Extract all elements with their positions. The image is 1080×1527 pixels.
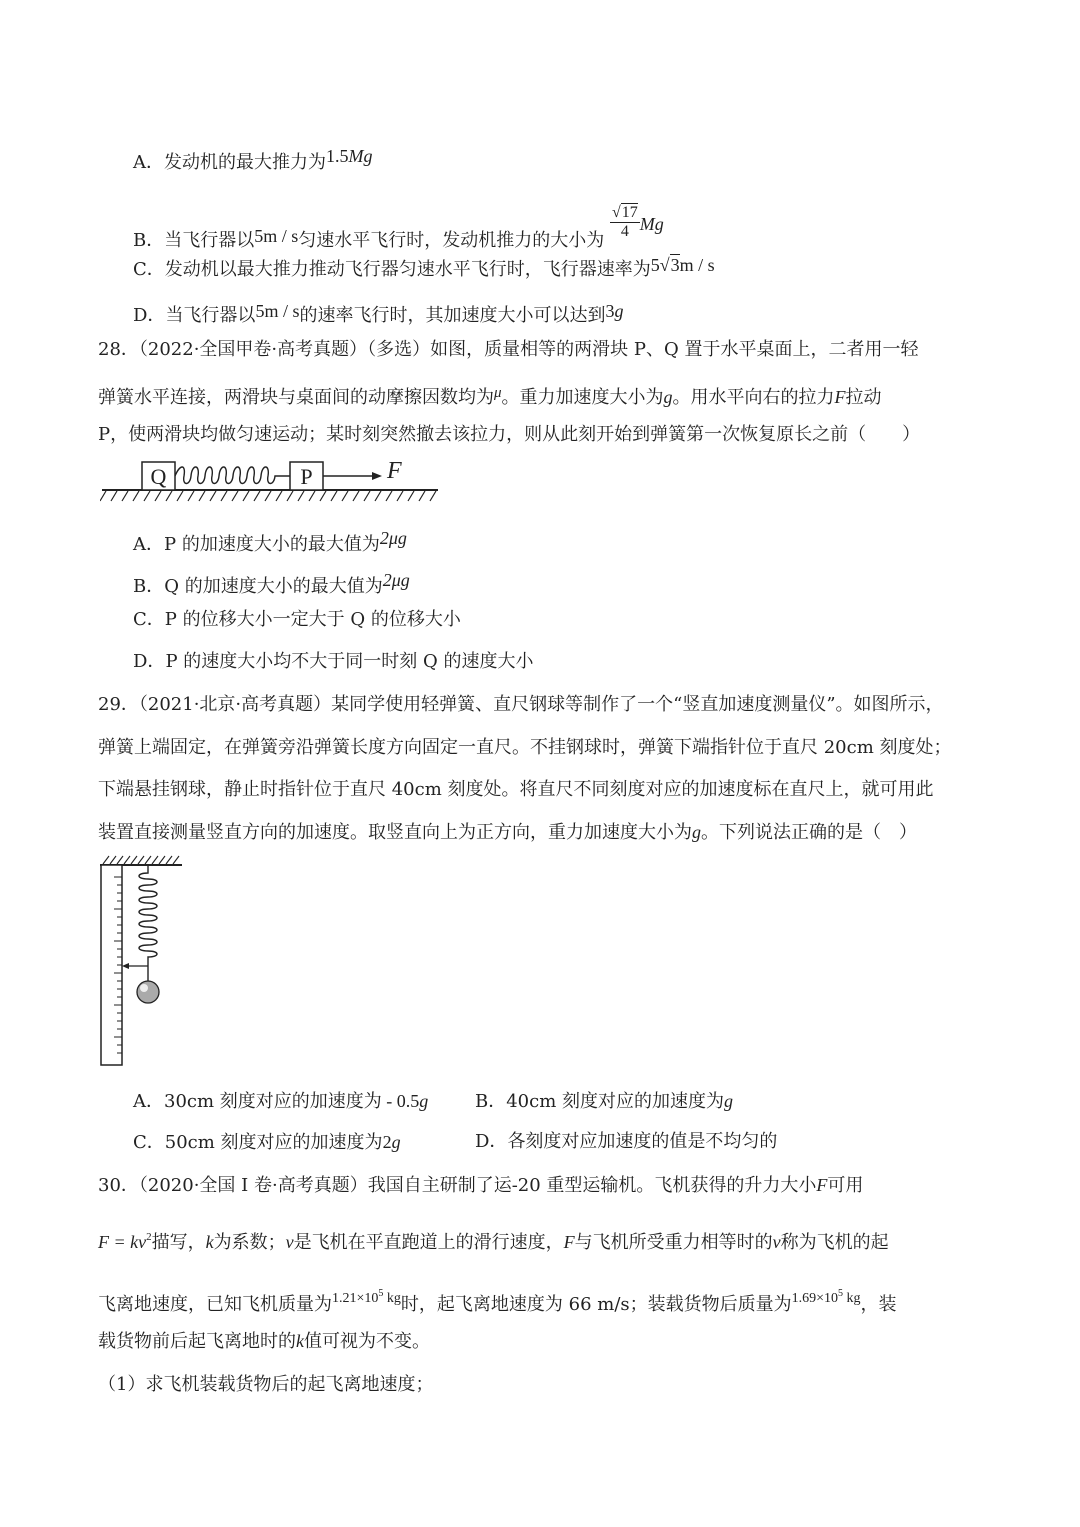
q28-option-b: B．Q 的加速度大小的最大值为2μg [133, 570, 410, 597]
ceiling-hatching [103, 856, 179, 864]
q27-option-b: B．当飞行器以5m / s匀速水平飞行时，发动机推力的大小为 $\frac{√17}{4}$ Mg [133, 204, 664, 251]
block-q-label: Q [150, 464, 167, 489]
q29-stem-line4: 装置直接测量竖直方向的加速度。取竖直向上为正方向，重力加速度大小为g。下列说法正确的是（ ） [98, 822, 917, 843]
spring-blocks-figure [100, 456, 445, 508]
q27-option-d: D．当飞行器以5m / s的速率飞行时，其加速度大小可以达到3g [133, 301, 624, 326]
q29-option-b: B．40cm 刻度对应的加速度为g [475, 1091, 734, 1112]
accelerometer-figure [98, 855, 188, 1070]
q29-stem-line2: 弹簧上端固定，在弹簧旁沿弹簧长度方向固定一直尺。不挂钢球时，弹簧下端指针位于直尺 20cm 刻度处； [98, 737, 952, 758]
steel-ball [137, 981, 159, 1003]
q28-stem-line1: 28．（2022·全国甲卷·高考真题）（多选）如图，质量相等的两滑块 P、Q 置于水平桌面上，二者用一轻 [98, 339, 919, 360]
q28-option-a: A．P 的加速度大小的最大值为2μg [133, 528, 407, 555]
q28-option-c: C．P 的位移大小一定大于 Q 的位移大小 [133, 609, 461, 630]
q30-stem-line2: $F = kv^2$描写，k为系数；v是飞机在平直跑道上的滑行速度，F与飞机所受重力相等时的v称为飞机的起 [98, 1231, 889, 1253]
q29-option-d: D．各刻度对应加速度的值是不均匀的 [475, 1131, 778, 1152]
q29-stem-line1: 29．（2021·北京·高考真题）某同学使用轻弹簧、直尺钢球等制作了一个“竖直加速度测量仪”。如图所示， [98, 694, 944, 715]
q29-option-c: C．50cm 刻度对应的加速度为2g [133, 1132, 401, 1153]
steel-ball-highlight [140, 984, 148, 992]
q28-stem-line3: P，使两滑块均做匀速运动；某时刻突然撤去该拉力，则从此刻开始到弹簧第一次恢复原长之前（ ） [98, 424, 921, 445]
q27-option-c: C．发动机以最大推力推动飞行器匀速水平飞行时，飞行器速率为5√3m / s [133, 255, 715, 280]
q28-option-d: D．P 的速度大小均不大于同一时刻 Q 的速度大小 [133, 651, 534, 672]
pointer-arrowhead [122, 963, 129, 969]
q29-stem-line3: 下端悬挂钢球，静止时指针位于直尺 40cm 刻度处。将直尺不同刻度对应的加速度标在直尺上，就可用此 [98, 779, 934, 800]
q27-option-a: A．发动机的最大推力为1.5Mg [133, 146, 373, 173]
q28-stem-line2: 弹簧水平连接，两滑块与桌面间的动摩擦因数均为$^\mu$。重力加速度大小为g。用水平向右的拉力F拉动 [98, 385, 882, 408]
q29-option-a: A．30cm 刻度对应的加速度为 - 0.5g [133, 1091, 429, 1112]
block-p-label: P [300, 464, 313, 489]
fraction-sqrt17-over-4: $\frac{√17}{4}$ [611, 204, 638, 240]
force-arrowhead [372, 472, 382, 480]
q30-stem-line3: 飞离地速度，已知飞机质量为$^{1.21\times 10^5 kg}$时，起飞离地速度为 66 m/s；装载货物后质量为$^{1.69\times 10^5 kg}$，装 [98, 1288, 897, 1315]
q30-subquestion-1: （1）求飞机装载货物后的起飞离地速度； [98, 1374, 434, 1395]
spring-coil [175, 467, 290, 484]
vertical-spring [139, 865, 157, 981]
table-hatching [100, 491, 436, 501]
q30-stem-line4: 载货物前后起飞离地时的k值可视为不变。 [98, 1331, 430, 1352]
q30-stem-line1: 30．（2020·全国 I 卷·高考真题）我国自主研制了运-20 重型运输机。飞机获得的升力大小F可用 [98, 1175, 864, 1196]
force-label: F [387, 458, 402, 484]
